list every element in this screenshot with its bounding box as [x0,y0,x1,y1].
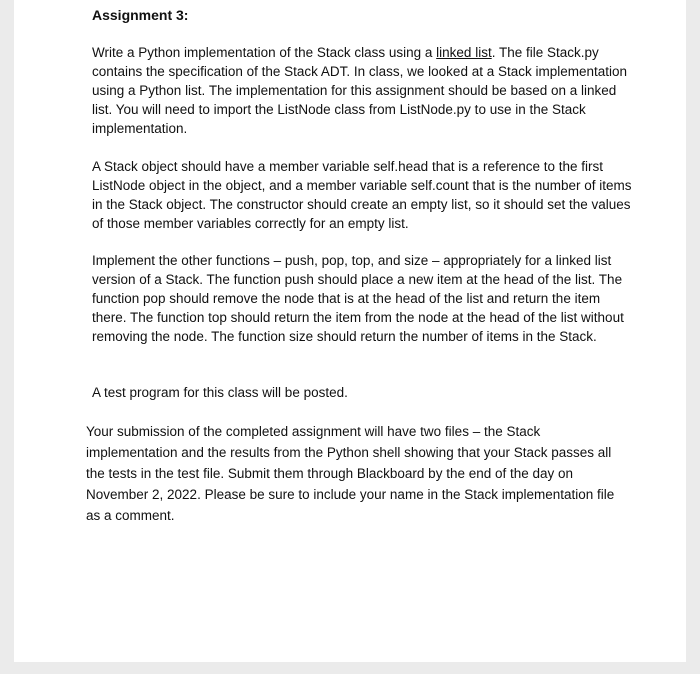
document-page [14,0,686,662]
paragraph-intro [92,43,632,138]
paragraph-member-variables: A Stack object should have a member variable self.head that is a reference to the first ListNode object in the object, and a member variable self.count that is the number of items in the Stack object. The constructor should create an empty list, so it should set the values of those member variables correctly for an empty list. [92,159,632,231]
paragraph-intro-text-end: . The file Stack.py contains the specification of the Stack ADT. In class, we looked at a Stack implementation using a Python list. The implementation for this assignment should be based on a linked list. You will need to import the ListNode class from ListNode.py to use in the Stack implementation. [92,45,628,136]
linked-list-link[interactable]: linked list [436,45,492,60]
paragraph-intro-text-start: Write a Python implementation of the Stack class using a [92,45,437,60]
paragraph-functions: Implement the other functions – push, pop, top, and size – appropriately for a linked list version of a Stack. The function push should place a new item at the head of the list. The function pop should remove the node that is at the head of the list and return the item there. The function top should return the item from the node at the head of the list without removing the node. The function size should return the number of items in the Stack. [92,253,624,344]
paragraph-test-program: A test program for this class will be posted. [92,385,348,400]
paragraph-submission: Your submission of the completed assignment will have two files – the Stack implementation and the results from the Python shell showing that your Stack passes all the tests in the test file. Submit them through Blackboard by the end of the day on November 2, 2022. Please be sure to include your name in the Stack implementation file as a comment. [86,424,615,523]
assignment-title: Assignment 3: [92,7,189,23]
